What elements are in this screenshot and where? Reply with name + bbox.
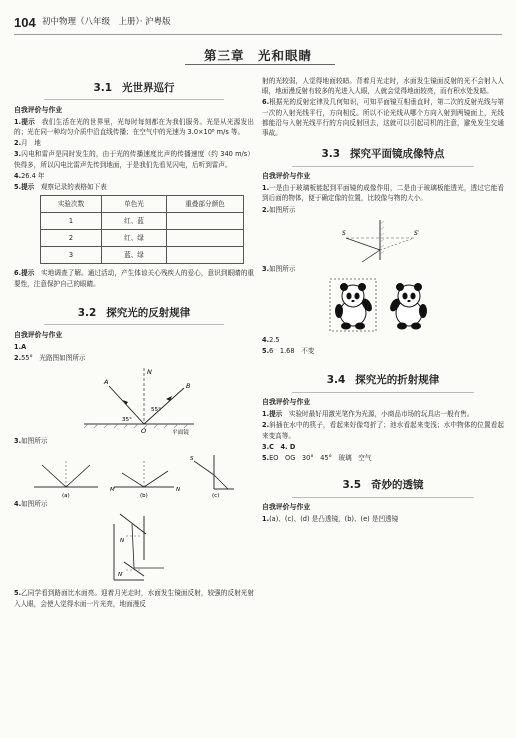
arrow-icon	[166, 396, 172, 401]
observation-table	[40, 195, 244, 264]
label-N: N	[147, 367, 152, 376]
answer-3-2-5-continued: 射的光较弱，人觉得地面较暗。背着月光走时，水面发生镜面反射的光不会射入人眼，地面漫反射有较多的光进入人眼，人就会觉得地面较亮，而有积水处发暗。	[262, 77, 504, 96]
table-row	[41, 247, 244, 264]
label-M: M	[110, 487, 115, 494]
answer-3-4-1: 1.提示 实验时最好用激光笔作为光源，小商品市场的玩具店一般有售。	[262, 410, 474, 419]
table-header-row	[41, 196, 244, 213]
page-number: 104	[14, 15, 36, 30]
label-S-prime: S′	[414, 229, 420, 237]
figure-label: (c)	[212, 493, 220, 500]
table-header: 实验次数	[41, 196, 102, 213]
answer-3-5-1: 1.(a)、(c)、(d) 是凸透镜，(b)、(e) 是凹透镜	[262, 515, 399, 524]
table-header: 单色光	[102, 196, 167, 213]
left-column	[14, 76, 254, 610]
self-eval-heading: 自我评价与作业	[14, 106, 63, 115]
label-A: A	[104, 377, 109, 386]
answer-3-1-5: 5.提示 观察记录的表格如下表	[14, 183, 107, 192]
section-divider	[44, 99, 224, 100]
answer-3-3-5: 5.6 1.68 不变	[262, 347, 315, 356]
table-cell: 1	[41, 213, 102, 230]
table-cell: 3	[41, 247, 102, 264]
answer-3-2-1: 1.A	[14, 342, 27, 351]
answer-3-2-4: 4.如图所示	[14, 500, 48, 509]
table-row	[41, 213, 244, 230]
right-column	[262, 76, 504, 525]
self-eval-heading: 自我评价与作业	[262, 503, 311, 512]
answer-3-2-2: 2.55° 光路图如图所示	[14, 353, 86, 362]
reflection-diagrams-abc	[14, 447, 254, 499]
panda-mirror-image	[262, 275, 504, 335]
section-3-1-heading: 3.1 光世界巡行	[93, 82, 175, 94]
answer-3-1-6: 6.提示 实地调查了解。通过活动，产生体谅关心残疾人的爱心，意识到眼睛的重要性，注意保护自己的眼睛。	[14, 269, 255, 288]
angle-label: 35°	[122, 416, 132, 423]
section-3-2-heading: 3.2 探究光的反射规律	[77, 306, 191, 319]
table-cell: 蓝、绿	[102, 247, 167, 264]
answer-3-2-3: 3.如图所示	[14, 436, 48, 445]
label-N: N	[120, 538, 125, 545]
mirror-label: 平面镜	[172, 429, 189, 436]
panda-icon	[335, 283, 374, 330]
answer-3-2-5: 5.乙同学看到路面比水面亮。迎着月光走时，水面发生镜面反射，较强的反射光射入人眼，会使人觉得水面一片光亮，地面漫反	[14, 589, 254, 608]
label-O: O	[141, 426, 147, 435]
reflection-diagram	[14, 364, 254, 436]
answer-3-1-4: 4.26.4 年	[14, 171, 45, 180]
section-3-5-heading: 3.5 奇妙的透镜	[342, 479, 424, 492]
answer-3-4-3: 3.C 4. D	[262, 442, 296, 451]
self-eval-heading: 自我评价与作业	[262, 398, 311, 407]
answer-3-1-3: 3.闪电和雷声是同时发生的，由于光的传播速度比声的传播速度（约 340 m/s）快得多，所以闪电比雷声先传到地面，于是我们先看见闪电，后听到雷声。	[14, 150, 254, 169]
self-eval-heading: 自我评价与作业	[262, 172, 311, 181]
periscope-diagram	[14, 510, 254, 588]
table-cell: 红、绿	[102, 230, 167, 247]
section-divider	[292, 392, 474, 393]
chapter-divider	[185, 64, 335, 65]
table-cell	[167, 247, 244, 264]
panda-icon	[388, 283, 427, 330]
figure-label: (a)	[62, 493, 70, 500]
answer-3-4-5: 5.EO OG 30° 45° 玻璃 空气	[262, 454, 372, 463]
section-divider	[44, 324, 224, 325]
table-row	[41, 230, 244, 247]
figure-label: (b)	[140, 493, 148, 500]
self-eval-heading: 自我评价与作业	[14, 330, 63, 339]
section-3-4-heading: 3.4 探究光的折射规律	[326, 374, 440, 387]
table-cell: 2	[41, 230, 102, 247]
answer-3-1-2: 2.月 地	[14, 139, 41, 148]
book-title: 初中物理（八年级 上册）· 沪粤版	[42, 17, 171, 27]
table-cell	[167, 230, 244, 247]
chapter-title: 第三章 光和眼睛	[203, 48, 312, 63]
answer-3-4-2: 2.斜插在水中的筷子，看起来好像弯折了；池水看起来变浅；水中物体的位置看起来变高等。	[262, 421, 504, 440]
section-3-3-heading: 3.3 探究平面镜成像特点	[321, 148, 445, 161]
angle-label: 55°	[151, 406, 161, 413]
label-N-prime: N′	[118, 572, 124, 579]
label-B: B	[186, 381, 191, 390]
table-cell: 红、蓝	[102, 213, 167, 230]
header-divider	[14, 34, 502, 35]
answer-3-3-4: 4.2.5	[262, 335, 280, 344]
label-N: N	[176, 487, 181, 494]
section-divider	[292, 497, 474, 498]
answer-3-3-3: 3.如图所示	[262, 264, 296, 273]
reflected-ray	[144, 388, 184, 424]
plane-mirror-diagram	[262, 216, 504, 264]
answer-3-3-2: 2.如图所示	[262, 205, 296, 214]
label-S: S	[190, 456, 194, 463]
answer-3-2-6: 6.根据光的反射定律及几何知识，可知平面镜互相垂直时，第二次的反射光线与第一次的入射光线平行，方向相反。所以不论光线从哪个方向入射到两镜面上，光线都能沿与入射光线平行的方向反射回去，这就可以引起司机的注意，避免发生交通事故。	[262, 98, 504, 138]
section-divider	[292, 166, 474, 167]
table-header: 重叠部分颜色	[167, 196, 244, 213]
table-cell	[167, 213, 244, 230]
answer-3-1-1: 1.提示 我们生活在光的世界里，光每时每刻都在为我们服务。光是从光源发出的；光在同一种均匀介质中沿直线传播；在空气中的光速为 3.0×10⁸ m/s 等。	[14, 117, 255, 136]
label-S: S	[342, 229, 346, 237]
answer-3-3-1: 1.一是由于玻璃板能起到平面镜的成像作用，二是由于玻璃板能透光，透过它能看到后面的物体，便于确定像的位置，比较像与物的大小。	[262, 184, 504, 203]
